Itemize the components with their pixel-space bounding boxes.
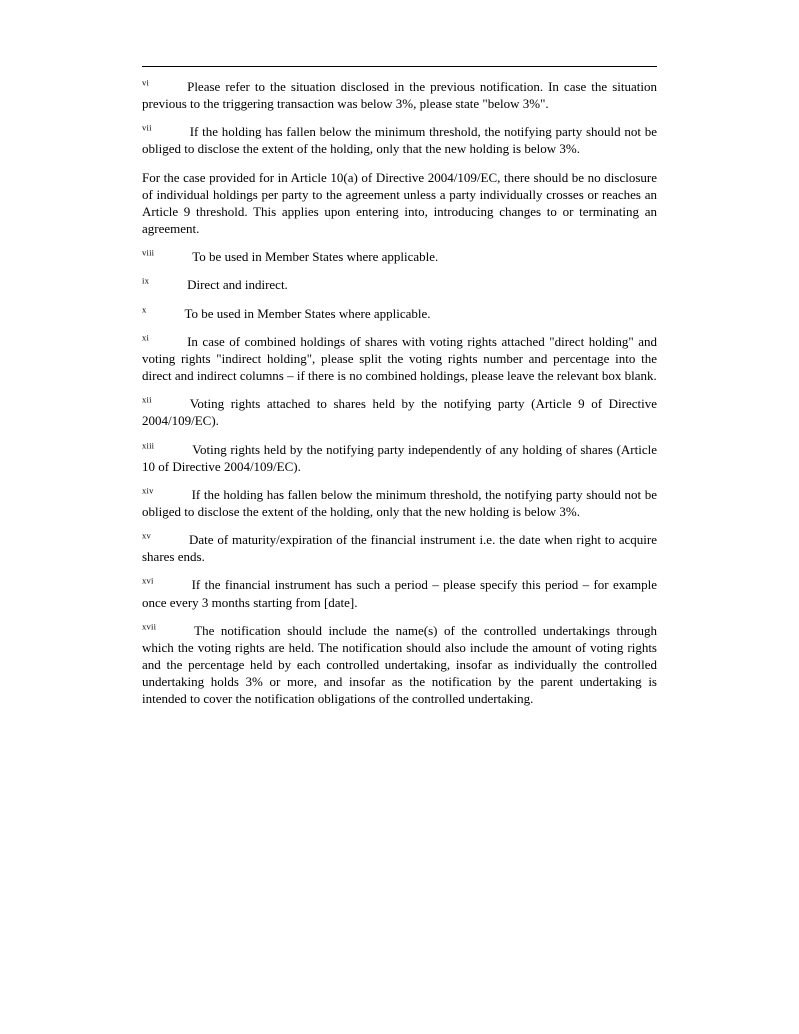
footnote-item: [142, 248, 657, 265]
footnote-text: To be used in Member States where applicable.: [184, 305, 431, 321]
footnote-text: If the financial instrument has such a period – please specify this period – for example once every 3 months starting from [date].: [142, 577, 657, 610]
footnote-marker: xvii: [142, 621, 157, 632]
footnote-marker: xvi: [142, 576, 154, 587]
footnote-item: [142, 531, 657, 565]
footnote-item: [142, 123, 657, 157]
footnote-text: Voting rights attached to shares held by the notifying party (Article 9 of Directive 2004/109/EC).: [142, 396, 657, 429]
footnote-marker: x: [142, 304, 147, 315]
footnote-marker: xii: [142, 394, 152, 405]
footnote-item: [142, 333, 657, 384]
footnotes-section: [142, 66, 657, 708]
footnote-marker: xiii: [142, 440, 155, 451]
footnote-text: Direct and indirect.: [187, 277, 288, 293]
footnote-item: [142, 441, 657, 475]
footnote-marker: vi: [142, 77, 150, 88]
footnote-text: Voting rights held by the notifying party independently of any holding of shares (Article 10 of Directive 2004/109/EC).: [142, 441, 657, 474]
footnote-marker: vii: [142, 122, 152, 133]
footnote-separator-rule: [142, 66, 657, 67]
footnote-marker: ix: [142, 276, 150, 287]
footnote-text: In case of combined holdings of shares with voting rights attached "direct holding" and voting rights "indirect holding", please split the voting rights number and percentage into the direct and indirect columns – if there is no combined holdings, please leave the relevant box blank.: [142, 333, 657, 384]
footnote-text: Date of maturity/expiration of the financial instrument i.e. the date when right to acquire shares ends.: [142, 532, 657, 565]
footnote-marker: viii: [142, 247, 155, 258]
footnote-text: Please refer to the situation disclosed in the previous notification. In case the situation previous to the triggering transaction was below 3%, please state "below 3%".: [142, 79, 657, 112]
footnote-marker: xi: [142, 332, 150, 343]
footnote-item: [142, 169, 657, 238]
footnote-marker: xv: [142, 530, 151, 541]
footnote-item: [142, 576, 657, 610]
footnote-list: [142, 78, 657, 708]
footnote-text: To be used in Member States where applicable.: [192, 249, 439, 265]
footnote-item: [142, 622, 657, 708]
footnote-item: [142, 305, 657, 322]
footnote-marker: xiv: [142, 485, 154, 496]
footnote-text: If the holding has fallen below the minimum threshold, the notifying party should not be obliged to disclose the extent of the holding, only that the new holding is below 3%.: [142, 124, 657, 157]
footnote-item: [142, 486, 657, 520]
footnote-item: [142, 276, 657, 293]
footnote-text: If the holding has fallen below the minimum threshold, the notifying party should not be obliged to disclose the extent of the holding, only that the new holding is below 3%.: [142, 486, 657, 519]
footnote-item: [142, 78, 657, 112]
footnote-item: [142, 395, 657, 429]
footnote-text: For the case provided for in Article 10(a) of Directive 2004/109/EC, there should be no disclosure of individual holdings per party to the agreement unless a party individually crosses or reaches an Article 9 threshold. This applies upon entering into, introducing changes to or terminating an agreement.: [142, 169, 657, 237]
footnote-text: The notification should include the name(s) of the controlled undertakings through which the voting rights are held. The notification should also include the amount of voting rights and the percentage held by each controlled undertaking, insofar as individually the controlled undertaking holds 3% or more, and insofar as the notification by the parent undertaking is intended to cover the notification obligations of the controlled undertaking.: [142, 622, 657, 707]
